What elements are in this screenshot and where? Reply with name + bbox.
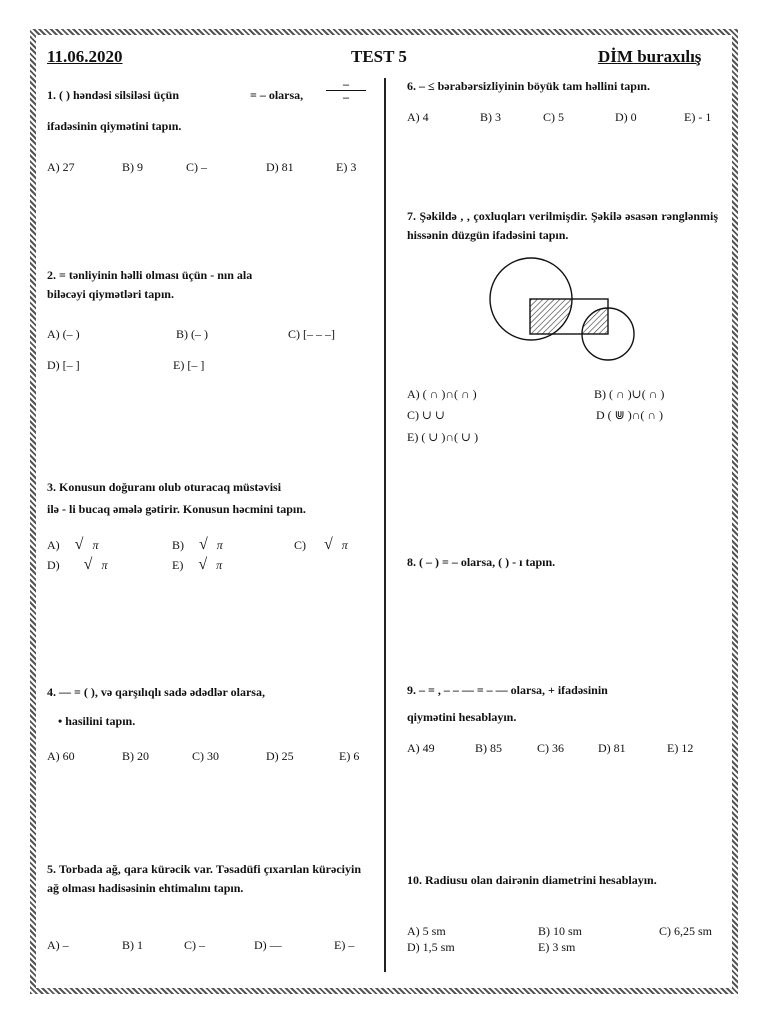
q9-option-a[interactable]: A) 49 [407, 741, 435, 755]
sqrt-symbol: √ [198, 556, 208, 573]
q3-option-d-label: D) [47, 558, 60, 572]
q1-option-b[interactable]: B) 9 [122, 160, 143, 174]
q2-option-e[interactable]: E) [– ] [173, 358, 205, 372]
q1-text-a: 1. ( ) həndəsi silsiləsi üçün [47, 88, 180, 102]
q3-text-a: 3. Konusun doğuranı olub oturacaq müstəvisi [47, 480, 282, 494]
q5-option-c[interactable]: C) – [184, 938, 205, 952]
source-label: DİM buraxılış [598, 47, 702, 66]
q10-option-d[interactable]: D) 1,5 sm [407, 940, 455, 954]
sqrt-symbol: √ [199, 536, 208, 553]
q5-option-a[interactable]: A) – [47, 938, 69, 952]
q5-option-d[interactable]: D) — [254, 938, 282, 952]
q6-text: 6. – ≤ bərabərsizliyinin böyük tam həllini tapın. [407, 79, 650, 93]
venn-diagram [485, 255, 640, 370]
pi-symbol: π [92, 538, 99, 552]
q7-text: 7. Şəkildə , , çoxluqları verilmişdir. Şəkilə əsasən rənglənmiş hissənin düzgün ifadəsini tapın. [407, 209, 718, 242]
test-title: TEST 5 [351, 47, 407, 66]
q6-option-e[interactable]: E) - 1 [684, 110, 712, 124]
q1-option-d[interactable]: D) 81 [266, 160, 294, 174]
q5-option-b[interactable]: B) 1 [122, 938, 143, 952]
sqrt-symbol: √ [83, 556, 93, 573]
pi-symbol: π [341, 538, 348, 552]
q4-option-c[interactable]: C) 30 [192, 749, 219, 763]
q3-option-c-label: C) [294, 538, 306, 552]
q4-option-d[interactable]: D) 25 [266, 749, 294, 763]
q3-option-c[interactable] [294, 536, 348, 554]
q9-option-b[interactable]: B) 85 [475, 741, 502, 755]
q1-text-c: ifadəsinin qiymətini tapın. [47, 119, 182, 133]
q6-option-c[interactable]: C) 5 [543, 110, 564, 124]
q7-option-a[interactable]: A) ( ∩ )∩( ∩ ) [407, 387, 477, 401]
q3-option-a-label: A) [47, 538, 60, 552]
q3-option-d[interactable] [47, 556, 107, 574]
sqrt-symbol: √ [74, 536, 84, 553]
q3-option-b-label: B) [172, 538, 184, 552]
q1-frac-bottom: – [343, 90, 349, 104]
pi-symbol: π [216, 538, 223, 552]
q8-text: 8. ( – ) = – olarsa, ( ) - ı tapın. [407, 555, 556, 569]
q10-option-b[interactable]: B) 10 sm [538, 924, 583, 938]
q2-option-c[interactable]: C) [– – –] [288, 327, 335, 341]
q7-option-d[interactable]: D ( ⋓ )∩( ∩ ) [596, 408, 664, 422]
q7-option-b[interactable]: B) ( ∩ )∪( ∩ ) [594, 387, 665, 401]
q7-option-c[interactable]: C) ∪ ∪ [407, 408, 446, 422]
q1-frac-top: – [326, 78, 366, 91]
q5-option-e[interactable]: E) – [334, 938, 355, 952]
q3-text-b: ilə - li bucaq əmələ gətirir. Konusun həcmini tapın. [47, 502, 306, 516]
sqrt-symbol: √ [324, 536, 333, 553]
q10-option-c[interactable]: C) 6,25 sm [659, 924, 713, 938]
q5-text: 5. Torbada ağ, qara kürəcik var. Təsadüfi çıxarılan kürəciyin ağ olması hadisəsinin ehtimalını tapın. [47, 862, 361, 895]
q10-text: 10. Radiusu olan dairənin diametrini hesablayın. [407, 873, 657, 887]
q4-option-b[interactable]: B) 20 [122, 749, 149, 763]
q7-option-e[interactable]: E) ( ∪ )∩( ∪ ) [407, 430, 479, 444]
q6-option-b[interactable]: B) 3 [480, 110, 501, 124]
pi-symbol: π [101, 558, 108, 572]
q1-fraction [326, 78, 366, 103]
q2-text-b: biləcəyi qiymətləri tapın. [47, 287, 174, 301]
q9-option-c[interactable]: C) 36 [537, 741, 564, 755]
q2-option-d[interactable]: D) [– ] [47, 358, 80, 372]
q1-option-e[interactable]: E) 3 [336, 160, 357, 174]
q3-option-e-label: E) [172, 558, 184, 572]
q3-option-a[interactable] [47, 536, 98, 554]
q2-option-a[interactable]: A) (– ) [47, 327, 80, 341]
q2-option-b[interactable]: B) (– ) [176, 327, 208, 341]
q6-option-a[interactable]: A) 4 [407, 110, 429, 124]
pi-symbol: π [216, 558, 223, 572]
q6-option-d[interactable]: D) 0 [615, 110, 637, 124]
q4-option-e[interactable]: E) 6 [339, 749, 360, 763]
q4-option-a[interactable]: A) 60 [47, 749, 75, 763]
q1-text-b: = – olarsa, [250, 88, 304, 102]
q3-option-b[interactable] [172, 536, 223, 554]
q10-option-e[interactable]: E) 3 sm [538, 940, 576, 954]
q2-text-a: 2. = tənliyinin həlli olması üçün - nın ala [47, 268, 253, 282]
q1-option-a[interactable]: A) 27 [47, 160, 75, 174]
q10-option-a[interactable]: A) 5 sm [407, 924, 446, 938]
q4-text-b: • hasilini tapın. [58, 714, 136, 728]
q9-text-a: 9. – = , – – — = – — olarsa, + ifadəsinin [407, 683, 608, 697]
column-divider [384, 78, 386, 972]
q1-option-c[interactable]: C) – [186, 160, 207, 174]
q4-text-a: 4. — = ( ), və qarşılıqlı sadə ədədlər olarsa, [47, 685, 265, 699]
q3-option-e[interactable] [172, 556, 222, 574]
q9-text-b: qiymətini hesablayın. [407, 710, 517, 724]
date: 11.06.2020 [47, 47, 123, 66]
q9-option-e[interactable]: E) 12 [667, 741, 694, 755]
q9-option-d[interactable]: D) 81 [598, 741, 626, 755]
